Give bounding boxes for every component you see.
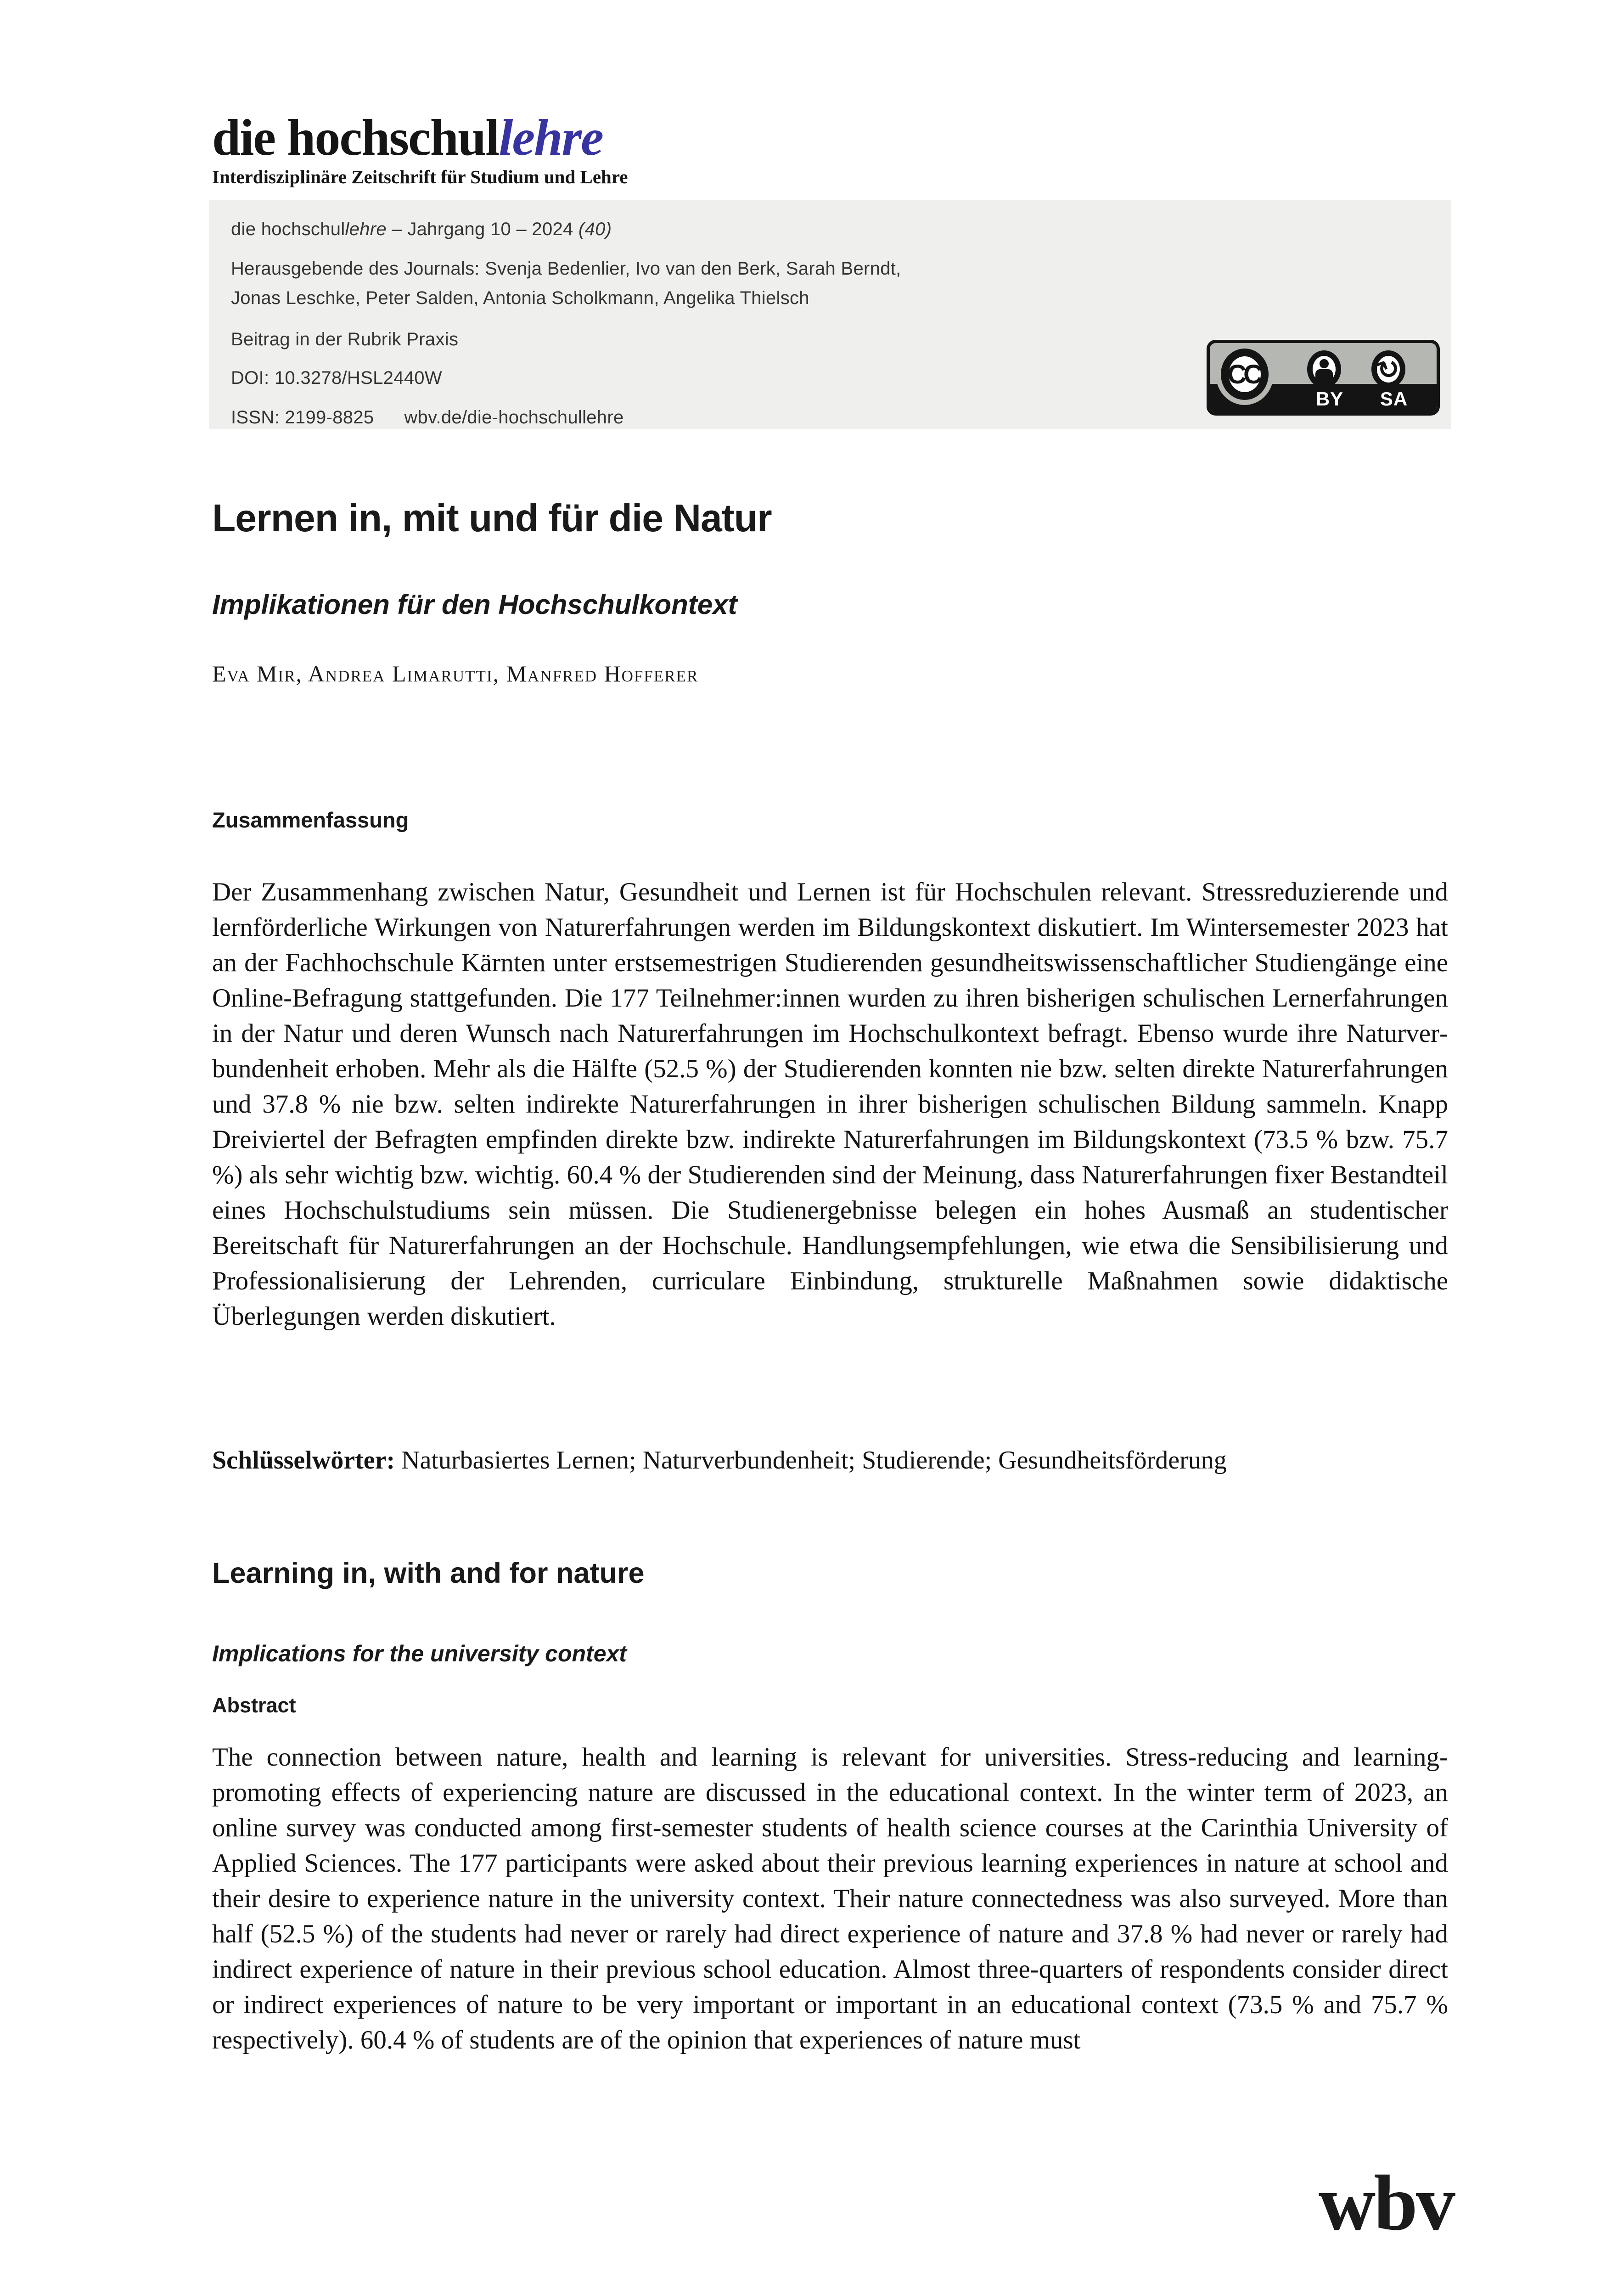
attribution-person-icon xyxy=(1307,350,1341,388)
journal-url-link[interactable]: wbv.de/die-hochschullehre xyxy=(404,407,624,428)
person-icon-head xyxy=(1320,359,1329,368)
journal-logo xyxy=(212,109,628,166)
journal-name-italic: lehre xyxy=(345,219,387,239)
editors-line-2: Jonas Leschke, Peter Salden, Antonia Scholkmann, Angelika Thielsch xyxy=(231,288,809,308)
article-subtitle-de: Implikationen für den Hochschulkontext xyxy=(212,589,737,620)
issn-value: ISSN: 2199-8825 xyxy=(231,407,374,428)
keywords-values: Naturbasiertes Lernen; Naturverbundenheit; Studierende; Gesundheitsförderung xyxy=(395,1446,1227,1474)
article-subtitle-en: Implications for the university context xyxy=(212,1641,627,1666)
abstract-en-text: The connection between nature, health and learning is relevant for universities. Stress-reducing and learning-promoting effects of experiencing nature are discussed in the educational context. In the winter term of 2023, an online survey was conducted among first-semester students of health science courses at the Carinthia University of Applied Sciences. The 177 participants were asked about their previous learning experiences in nature at school and their desire to experience nature in the university context. Their nature connectedness was also surveyed. More than half (52.5 %) of the students had never or rarely had direct experience of nature and 37.8 % had never or rarely had indirect experience of nature in their previous school education. Almost three-quarters of respondents consider direct or indirect experiences of nature to be very important or important in an educational context (73.5 % and 75.7 % respectively). 60.4 % of students are of the opinion that experiences of nature must xyxy=(212,1743,1448,2054)
abstract-en-heading: Abstract xyxy=(212,1694,296,1717)
share-alike-arrow-glyph: ↻ xyxy=(1372,350,1404,388)
article-title-de: Lernen in, mit und für die Natur xyxy=(212,496,772,540)
publisher-logo-wbv: wbv xyxy=(1319,2160,1454,2247)
keywords-line xyxy=(212,1446,1227,1475)
journal-tagline: Interdisziplinäre Zeitschrift für Studium und Lehre xyxy=(212,166,628,187)
abstract-de-heading: Zusammenfassung xyxy=(212,808,409,832)
person-icon-body xyxy=(1315,369,1333,383)
article-title-en: Learning in, with and for nature xyxy=(212,1557,645,1589)
editors-line-1: Herausgebende des Journals: Svenja Bedenlier, Ivo van den Berk, Sarah Berndt, xyxy=(231,259,901,279)
journal-logo-main: die hochschul xyxy=(212,109,499,166)
authors-line: Eva Mir, Andrea Limarutti, Manfred Hofferer xyxy=(212,661,699,687)
rubric-line: Beitrag in der Rubrik Praxis xyxy=(231,329,459,349)
share-alike-icon xyxy=(1371,350,1405,388)
cc-by-sa-license-badge[interactable] xyxy=(1207,340,1440,416)
journal-name-regular: die hochschul xyxy=(231,219,345,239)
journal-logo-accent: lehre xyxy=(499,109,603,166)
abstract-de-text: Der Zusammenhang zwischen Natur, Gesundheit und Lernen ist für Hochschulen relevant. Stressreduzierende und lernförderliche Wirkungen von Naturerfahrungen werden im Bildungskontext diskutiert. Im Wintersemester 2023 hat an der Fachhochschule Kärnten unter erstsemestrigen Studierenden gesundheitswissenschaftlicher Studiengänge eine Online-Befragung stattgefunden. Die 177 Teilnehmer:innen wurden zu ihren bisherigen schulischen Lernerfahrungen in der Natur und deren Wunsch nach Naturerfahrungen im Hochschulkontext befragt. Ebenso wurde ihre Naturverbundenheit erhoben. Mehr als die Hälfte (52.5 %) der Studierenden konnten nie bzw. selten direkte Naturerfahrungen und 37.8 % nie bzw. selten indirekte Naturerfahrungen in ihrer bisherigen schulischen Bildung sammeln. Knapp Dreiviertel der Befragten empfinden direkte bzw. indirekte Naturerfahrungen im Bildungskontext (73.5 % bzw. 75.7 %) als sehr wichtig bzw. wichtig. 60.4 % der Studierenden sind der Meinung, dass Naturerfahrungen fixer Bestandteil eines Hochschulstudiums sein müssen. Die Studienergebnisse belegen ein hohes Ausmaß an studentischer Bereitschaft für Naturerfahrungen an der Hochschule. Handlungsempfehlungen, wie etwa die Sensibilisierung und Professionalisierung der Lehrenden, curriculare Einbindung, strukturelle Maßnahmen sowie didaktische Überlegungen werden diskutiert. xyxy=(212,878,1448,1331)
masthead xyxy=(212,109,628,187)
by-label: BY xyxy=(1315,388,1344,410)
cc-icon xyxy=(1221,349,1269,400)
journal-volume-year: – Jahrgang 10 – 2024 xyxy=(386,219,579,239)
keywords-label: Schlüsselwörter: xyxy=(212,1446,395,1474)
doi-line: DOI: 10.3278/HSL2440W xyxy=(231,368,442,388)
cc-icon-label: CC xyxy=(1227,359,1259,389)
sa-label: SA xyxy=(1380,388,1408,410)
journal-issue-number: (40) xyxy=(578,219,612,239)
journal-issue-line xyxy=(231,218,1433,241)
